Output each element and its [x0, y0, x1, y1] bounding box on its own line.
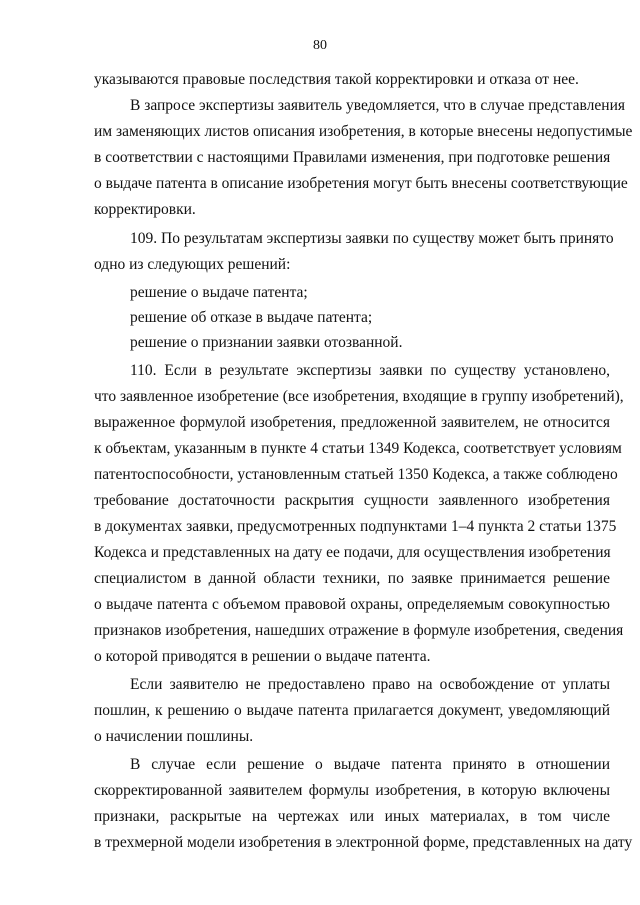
text-line: специалистом в данной области техники, по заявке принимается решение: [94, 570, 610, 587]
text-line: требование достаточности раскрытия сущности заявленного изобретения: [94, 492, 610, 509]
text-line: о которой приводятся в решении о выдаче патента.: [94, 648, 431, 665]
text-line: в соответствии с настоящими Правилами изменения, при подготовке решения: [94, 149, 611, 166]
text-line: что заявленное изобретение (все изобретения, входящие в группу изобретений),: [94, 388, 624, 405]
text-line: В запросе экспертизы заявитель уведомляется, что в случае представления: [130, 97, 625, 114]
text-line: признаков изобретения, нашедших отражение в формуле изобретения, сведения: [94, 622, 624, 639]
text-line: 109. По результатам экспертизы заявки по существу может быть принято: [130, 230, 614, 247]
text-line: В случае если решение о выдаче патента принято в отношении: [130, 756, 610, 773]
text-line: о выдаче патента в описание изобретения могут быть внесены соответствующие: [94, 175, 628, 192]
text-line: им заменяющих листов описания изобретения, в которые внесены недопустимые: [94, 123, 633, 140]
text-line: скорректированной заявителем формулы изобретения, в которую включены: [94, 782, 610, 799]
text-line: в трехмерной модели изобретения в электронной форме, представленных на дату: [94, 834, 633, 851]
list-item: решение о признании заявки отозванной.: [130, 334, 403, 351]
text-line: в документах заявки, предусмотренных подпунктами 1–4 пункта 2 статьи 1375: [94, 518, 617, 535]
page-number: 80: [313, 38, 327, 53]
text-line: к объектам, указанным в пункте 4 статьи 1349 Кодекса, соответствует условиям: [94, 440, 622, 457]
text-line: о начислении пошлины.: [94, 728, 254, 745]
list-item: решение об отказе в выдаче патента;: [130, 309, 373, 326]
text-line: о выдаче патента с объемом правовой охраны, определяемым совокупностью: [94, 596, 610, 613]
text-line: Если заявителю не предоставлено право на освобождение от уплаты: [130, 676, 610, 693]
text-line: одно из следующих решений:: [94, 256, 291, 273]
text-line: Кодекса и представленных на дату ее подачи, для осуществления изобретения: [94, 544, 611, 561]
text-line: указываются правовые последствия такой корректировки и отказа от нее.: [94, 71, 579, 88]
text-line: 110. Если в результате экспертизы заявки по существу установлено,: [130, 362, 610, 379]
text-line: пошлин, к решению о выдаче патента прилагается документ, уведомляющий: [94, 702, 610, 719]
text-line: корректировки.: [94, 201, 196, 218]
text-line: признаки, раскрытые на чертежах или иных материалах, в том числе: [94, 808, 610, 825]
text-line: выраженное формулой изобретения, предложенной заявителем, не относится: [94, 414, 610, 431]
text-line: патентоспособности, установленным статьей 1350 Кодекса, а также соблюдено: [94, 466, 618, 483]
list-item: решение о выдаче патента;: [130, 284, 308, 301]
